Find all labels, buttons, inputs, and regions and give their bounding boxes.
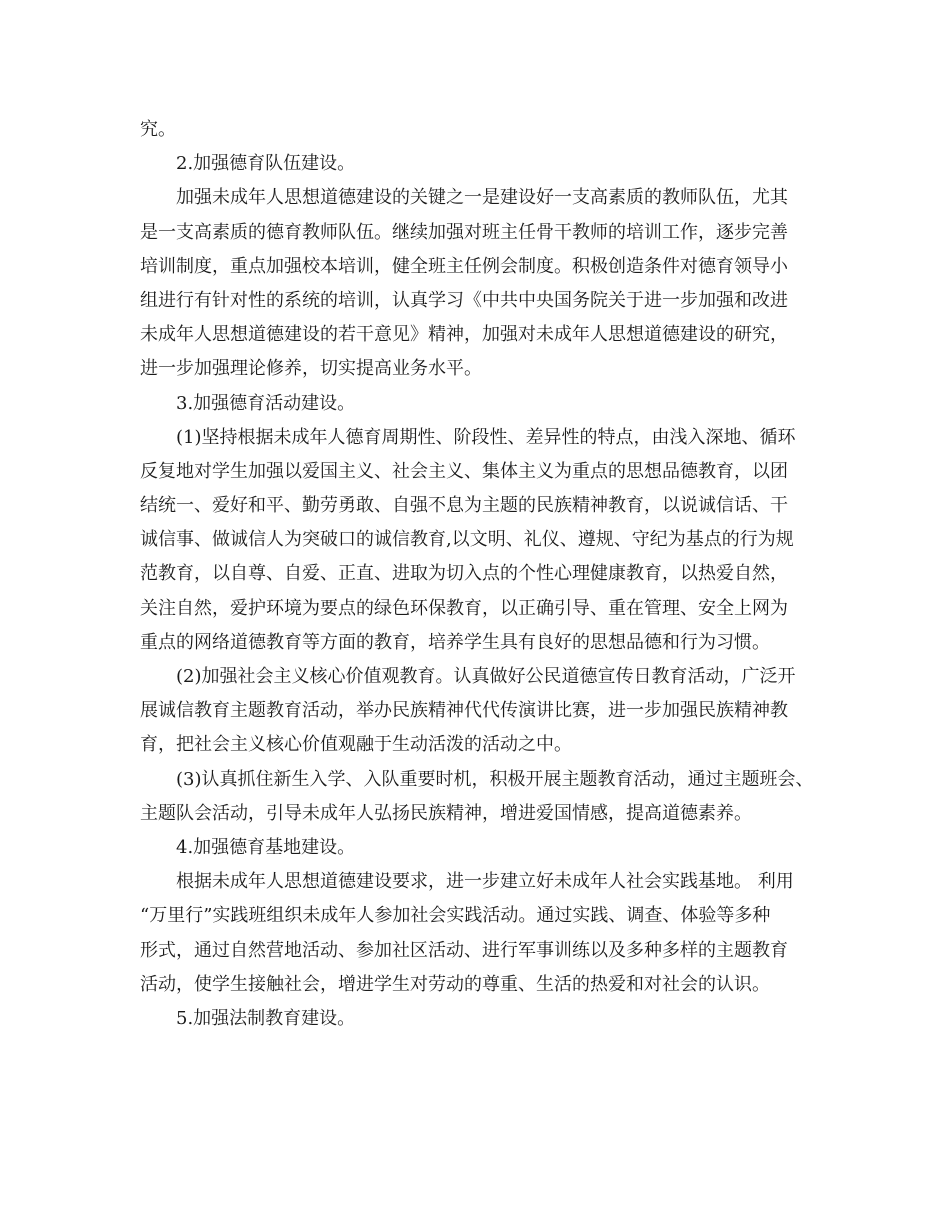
text-line: 关注自然，爱护环境为要点的绿色环保教育，以正确引导、重在管理、安全上网为 (140, 597, 788, 619)
text-line: 究。 (140, 119, 176, 140)
section-heading: 3.加强德育活动建设。 (176, 392, 356, 414)
text-line: 根据未成年人思想道德建设要求，进一步建立好未成年人社会实践基地。 利用 (176, 871, 794, 893)
text-line: “万里行”实践班组织未成年人参加社会实践活动。通过实践、调查、体验等多种 (140, 905, 771, 927)
text-line: 加强未成年人思想道德建设的关键之一是建设好一支高素质的教师队伍，尤其 (176, 187, 788, 209)
document-page (140, 113, 820, 1036)
text-line: 范教育，以自尊、自爱、正直、进取为切入点的个性心理健康教育，以热爱自然， (140, 563, 788, 585)
text-line: 培训制度，重点加强校本培训，健全班主任例会制度。积极创造条件对德育领导小 (140, 255, 788, 277)
text-line: 育，把社会主义核心价值观融于生动活泼的活动之中。 (140, 734, 572, 756)
text-line: 重点的网络道德教育等方面的教育，培养学生具有良好的思想品德和行为习惯。 (140, 631, 770, 653)
section-heading: 5.加强法制教育建设。 (176, 1007, 356, 1029)
text-line: 进一步加强理论修养，切实提高业务水平。 (140, 358, 482, 380)
section-heading: 4.加强德育基地建设。 (176, 836, 356, 858)
text-line: 是一支高素质的德育教师队伍。继续加强对班主任骨干教师的培训工作，逐步完善 (140, 221, 788, 243)
text-line: (1)坚持根据未成年人德育周期性、阶段性、差异性的特点，由浅入深地、循环 (176, 426, 796, 448)
section-heading: 2.加强德育队伍建设。 (176, 153, 356, 175)
text-line: 诚信事、做诚信人为突破口的诚信教育,以文明、礼仪、遵规、守纪为基点的行为规 (140, 529, 794, 551)
text-line: 组进行有针对性的系统的培训，认真学习《中共中央国务院关于进一步加强和改进 (140, 289, 788, 311)
text-line: 展诚信教育主题教育活动，举办民族精神代代传演讲比赛，进一步加强民族精神教 (140, 700, 788, 722)
text-line: (3)认真抓住新生入学、入队重要时机，积极开展主题教育活动，通过主题班会、 (176, 768, 814, 790)
text-line: 活动，使学生接触社会，增进学生对劳动的尊重、生活的热爱和对社会的认识。 (140, 973, 770, 995)
text-line: (2)加强社会主义核心价值观教育。认真做好公民道德宣传日教育活动，广泛开 (176, 666, 796, 687)
text-line: 未成年人思想道德建设的若干意见》精神，加强对未成年人思想道德建设的研究， (140, 324, 788, 346)
text-line: 反复地对学生加强以爱国主义、社会主义、集体主义为重点的思想品德教育，以团 (140, 460, 788, 482)
text-line: 形式，通过自然营地活动、参加社区活动、进行军事训练以及多种多样的主题教育 (140, 939, 788, 961)
text-line: 主题队会活动，引导未成年人弘扬民族精神，增进爱国情感，提高道德素养。 (140, 802, 752, 824)
text-line: 结统一、爱好和平、勤劳勇敢、自强不息为主题的民族精神教育，以说诚信话、干 (140, 495, 788, 517)
